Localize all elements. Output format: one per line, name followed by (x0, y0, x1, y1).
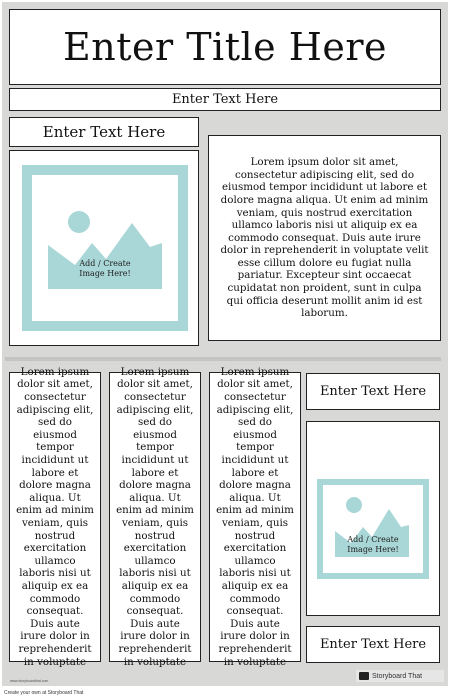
image-placeholder-label: Add / Create Image Here! (347, 535, 399, 554)
section1-image-panel[interactable] (9, 150, 199, 346)
side-image-panel[interactable] (306, 421, 440, 616)
logo-text: Storyboard That (372, 672, 423, 680)
side-heading-top[interactable]: Enter Text Here (306, 373, 440, 410)
column-3-text[interactable]: Lorem ipsum dolor sit amet, consectetur adipiscing elit, sed do eiusmod tempor incididunt ut labore et dolore magna aliqua. Ut enim ad minim veniam, quis nostrud exercitation ullamco laboris nisi ut aliquip ex ea commodo consequat. Duis aute irure dolor in reprehenderit in voluptate (209, 372, 301, 662)
side-heading-bottom[interactable]: Enter Text Here (306, 626, 440, 663)
image-placeholder-icon (22, 165, 188, 331)
create-your-own-text[interactable]: Create your own at Storyboard That (4, 690, 84, 696)
column-2-text[interactable]: Lorem ipsum dolor sit amet, consectetur adipiscing elit, sed do eiusmod tempor incididunt ut labore et dolore magna aliqua. Ut enim ad minim veniam, quis nostrud exercitation ullamco laboris nisi ut aliquip ex ea commodo consequat. Duis aute irure dolor in reprehenderit in voluptate (109, 372, 201, 662)
storyboard-url: www.storyboardthat.com (10, 679, 49, 683)
column-1-text[interactable]: Lorem ipsum dolor sit amet, consectetur adipiscing elit, sed do eiusmod tempor incididunt ut labore et dolore magna aliqua. Ut enim ad minim veniam, quis nostrud exercitation ullamco laboris nisi ut aliquip ex ea commodo consequat. Duis aute irure dolor in reprehenderit in voluptate (9, 372, 101, 662)
page-title[interactable]: Enter Title Here (9, 9, 441, 85)
image-placeholder-icon (317, 479, 429, 579)
image-placeholder-label: Add / Create Image Here! (79, 259, 131, 278)
section-divider (5, 357, 441, 361)
section1-heading[interactable]: Enter Text Here (9, 117, 199, 147)
subtitle-bar[interactable]: Enter Text Here (9, 88, 441, 111)
storyboardthat-logo[interactable] (356, 670, 444, 682)
storyboard-logo-icon (359, 672, 369, 680)
section1-body[interactable]: Lorem ipsum dolor sit amet, consectetur adipiscing elit, sed do eiusmod tempor incididunt ut labore et dolore magna aliqua. Ut enim ad minim veniam, quis nostrud exercitation ullamco laboris nisi ut aliquip ex ea commodo consequat. Duis aute irure dolor in reprehenderit in voluptate velit esse cillum dolore eu fugiat nulla pariatur. Excepteur sint occaecat cupidatat non proident, sunt in culpa qui officia deserunt mollit anim id est laborum. (208, 135, 441, 341)
